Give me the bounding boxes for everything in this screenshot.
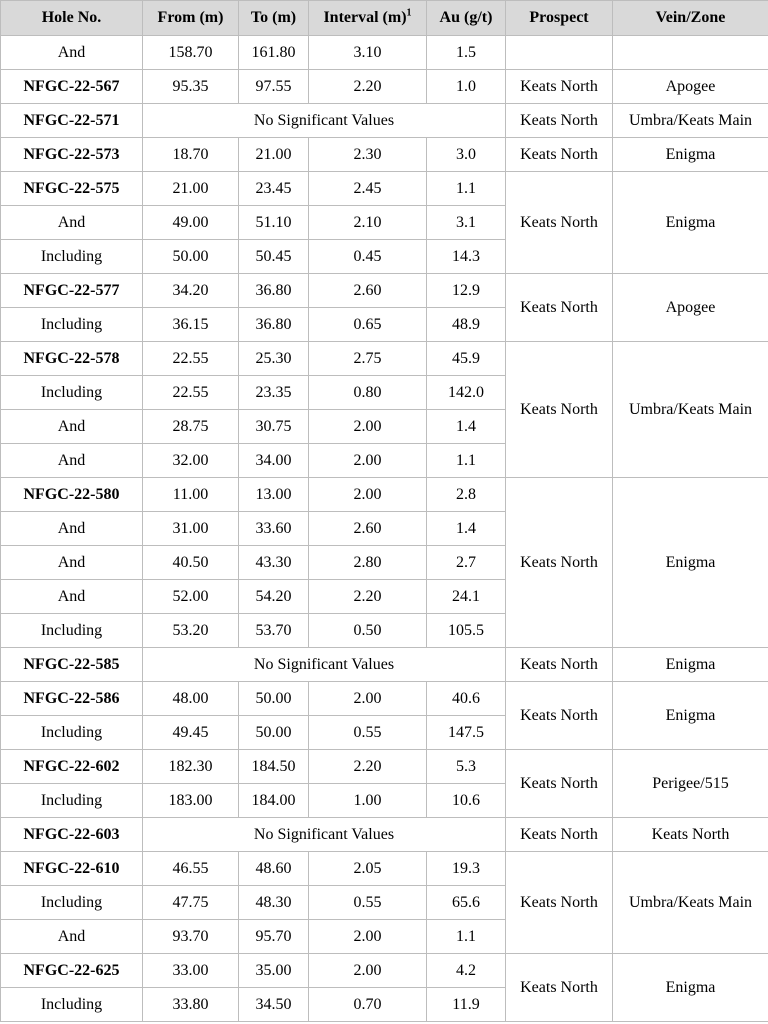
- hole-no-cell: And: [1, 546, 143, 580]
- vein-zone-cell: Keats North: [613, 818, 768, 852]
- hole-no-cell: And: [1, 206, 143, 240]
- from-cell: 183.00: [143, 784, 239, 818]
- from-cell: 50.00: [143, 240, 239, 274]
- au-cell: 1.4: [427, 512, 506, 546]
- from-cell: 34.20: [143, 274, 239, 308]
- au-cell: 1.4: [427, 410, 506, 444]
- from-cell: 21.00: [143, 172, 239, 206]
- to-cell: 184.00: [239, 784, 309, 818]
- table-row: [1, 818, 768, 852]
- to-cell: 36.80: [239, 274, 309, 308]
- interval-cell: 0.80: [309, 376, 427, 410]
- table-row: [1, 750, 768, 784]
- vein-zone-cell: Umbra/Keats Main: [613, 852, 768, 954]
- no-significant-values-cell: No Significant Values: [143, 648, 506, 682]
- interval-cell: 2.30: [309, 138, 427, 172]
- to-cell: 25.30: [239, 342, 309, 376]
- interval-cell: 2.75: [309, 342, 427, 376]
- header-interval-footnote: 1: [406, 7, 412, 19]
- interval-cell: 0.45: [309, 240, 427, 274]
- prospect-cell: Keats North: [506, 682, 613, 750]
- from-cell: 46.55: [143, 852, 239, 886]
- interval-cell: 2.00: [309, 444, 427, 478]
- interval-cell: 2.00: [309, 478, 427, 512]
- header-hole-no: Hole No.: [1, 1, 143, 36]
- to-cell: 51.10: [239, 206, 309, 240]
- interval-cell: 2.20: [309, 750, 427, 784]
- prospect-cell: Keats North: [506, 172, 613, 274]
- prospect-cell: Keats North: [506, 750, 613, 818]
- interval-cell: 0.55: [309, 716, 427, 750]
- from-cell: 95.35: [143, 70, 239, 104]
- interval-cell: 2.00: [309, 954, 427, 988]
- to-cell: 13.00: [239, 478, 309, 512]
- from-cell: 22.55: [143, 376, 239, 410]
- hole-no-cell: Including: [1, 614, 143, 648]
- interval-cell: 2.20: [309, 580, 427, 614]
- table-body: [1, 36, 768, 1022]
- from-cell: 53.20: [143, 614, 239, 648]
- to-cell: 48.60: [239, 852, 309, 886]
- hole-no-cell: Including: [1, 886, 143, 920]
- header-vein-zone: Vein/Zone: [613, 1, 768, 36]
- prospect-cell: Keats North: [506, 648, 613, 682]
- vein-zone-cell: Apogee: [613, 274, 768, 342]
- from-cell: 158.70: [143, 36, 239, 70]
- prospect-cell: Keats North: [506, 954, 613, 1022]
- hole-no-cell: NFGC-22-625: [1, 954, 143, 988]
- interval-cell: 2.80: [309, 546, 427, 580]
- table-row: [1, 342, 768, 376]
- hole-no-cell: And: [1, 580, 143, 614]
- au-cell: 1.1: [427, 920, 506, 954]
- hole-no-cell: Including: [1, 988, 143, 1022]
- table-row: [1, 172, 768, 206]
- au-cell: 1.1: [427, 172, 506, 206]
- au-cell: 19.3: [427, 852, 506, 886]
- from-cell: 93.70: [143, 920, 239, 954]
- to-cell: 95.70: [239, 920, 309, 954]
- au-cell: 40.6: [427, 682, 506, 716]
- from-cell: 11.00: [143, 478, 239, 512]
- vein-zone-cell: Perigee/515: [613, 750, 768, 818]
- au-cell: 1.5: [427, 36, 506, 70]
- from-cell: 18.70: [143, 138, 239, 172]
- hole-no-cell: And: [1, 36, 143, 70]
- hole-no-cell: And: [1, 920, 143, 954]
- au-cell: 11.9: [427, 988, 506, 1022]
- from-cell: 49.00: [143, 206, 239, 240]
- header-au: Au (g/t): [427, 1, 506, 36]
- vein-zone-cell: Enigma: [613, 172, 768, 274]
- interval-cell: 2.60: [309, 274, 427, 308]
- vein-zone-cell: Enigma: [613, 954, 768, 1022]
- interval-cell: 2.00: [309, 682, 427, 716]
- to-cell: 34.50: [239, 988, 309, 1022]
- header-prospect: Prospect: [506, 1, 613, 36]
- no-significant-values-cell: No Significant Values: [143, 104, 506, 138]
- from-cell: 33.80: [143, 988, 239, 1022]
- hole-no-cell: Including: [1, 376, 143, 410]
- interval-cell: 1.00: [309, 784, 427, 818]
- hole-no-cell: NFGC-22-603: [1, 818, 143, 852]
- table-row: [1, 478, 768, 512]
- interval-cell: 0.50: [309, 614, 427, 648]
- from-cell: 31.00: [143, 512, 239, 546]
- hole-no-cell: NFGC-22-571: [1, 104, 143, 138]
- to-cell: 36.80: [239, 308, 309, 342]
- hole-no-cell: NFGC-22-567: [1, 70, 143, 104]
- hole-no-cell: NFGC-22-573: [1, 138, 143, 172]
- hole-no-cell: NFGC-22-602: [1, 750, 143, 784]
- from-cell: 49.45: [143, 716, 239, 750]
- table-row: [1, 36, 768, 70]
- to-cell: 21.00: [239, 138, 309, 172]
- au-cell: 3.1: [427, 206, 506, 240]
- table-row: [1, 954, 768, 988]
- table-row: [1, 70, 768, 104]
- vein-zone-cell: Enigma: [613, 478, 768, 648]
- to-cell: 50.45: [239, 240, 309, 274]
- to-cell: 23.45: [239, 172, 309, 206]
- to-cell: 30.75: [239, 410, 309, 444]
- vein-zone-cell: [613, 36, 768, 70]
- prospect-cell: Keats North: [506, 70, 613, 104]
- to-cell: 161.80: [239, 36, 309, 70]
- from-cell: 28.75: [143, 410, 239, 444]
- table-row: [1, 852, 768, 886]
- to-cell: 34.00: [239, 444, 309, 478]
- interval-cell: 2.45: [309, 172, 427, 206]
- table-row: [1, 104, 768, 138]
- hole-no-cell: Including: [1, 308, 143, 342]
- interval-cell: 2.05: [309, 852, 427, 886]
- au-cell: 3.0: [427, 138, 506, 172]
- from-cell: 47.75: [143, 886, 239, 920]
- to-cell: 35.00: [239, 954, 309, 988]
- au-cell: 142.0: [427, 376, 506, 410]
- hole-no-cell: Including: [1, 240, 143, 274]
- interval-cell: 3.10: [309, 36, 427, 70]
- au-cell: 2.8: [427, 478, 506, 512]
- prospect-cell: Keats North: [506, 478, 613, 648]
- interval-cell: 2.00: [309, 410, 427, 444]
- vein-zone-cell: Enigma: [613, 138, 768, 172]
- from-cell: 36.15: [143, 308, 239, 342]
- hole-no-cell: NFGC-22-610: [1, 852, 143, 886]
- to-cell: 97.55: [239, 70, 309, 104]
- hole-no-cell: And: [1, 410, 143, 444]
- interval-cell: 0.70: [309, 988, 427, 1022]
- table-row: [1, 274, 768, 308]
- hole-no-cell: And: [1, 512, 143, 546]
- vein-zone-cell: Enigma: [613, 682, 768, 750]
- header-from: From (m): [143, 1, 239, 36]
- au-cell: 147.5: [427, 716, 506, 750]
- interval-cell: 0.65: [309, 308, 427, 342]
- prospect-cell: [506, 36, 613, 70]
- to-cell: 50.00: [239, 682, 309, 716]
- interval-cell: 2.00: [309, 920, 427, 954]
- prospect-cell: Keats North: [506, 138, 613, 172]
- to-cell: 48.30: [239, 886, 309, 920]
- table-row: [1, 648, 768, 682]
- header-to: To (m): [239, 1, 309, 36]
- hole-no-cell: NFGC-22-585: [1, 648, 143, 682]
- hole-no-cell: Including: [1, 784, 143, 818]
- au-cell: 5.3: [427, 750, 506, 784]
- header-interval: [309, 1, 427, 36]
- vein-zone-cell: Umbra/Keats Main: [613, 104, 768, 138]
- from-cell: 32.00: [143, 444, 239, 478]
- au-cell: 10.6: [427, 784, 506, 818]
- to-cell: 43.30: [239, 546, 309, 580]
- au-cell: 1.1: [427, 444, 506, 478]
- interval-cell: 2.10: [309, 206, 427, 240]
- hole-no-cell: Including: [1, 716, 143, 750]
- header-row: [1, 1, 768, 36]
- hole-no-cell: NFGC-22-586: [1, 682, 143, 716]
- prospect-cell: Keats North: [506, 852, 613, 954]
- hole-no-cell: NFGC-22-578: [1, 342, 143, 376]
- hole-no-cell: NFGC-22-577: [1, 274, 143, 308]
- from-cell: 48.00: [143, 682, 239, 716]
- au-cell: 1.0: [427, 70, 506, 104]
- no-significant-values-cell: No Significant Values: [143, 818, 506, 852]
- prospect-cell: Keats North: [506, 274, 613, 342]
- table-row: [1, 138, 768, 172]
- hole-no-cell: NFGC-22-580: [1, 478, 143, 512]
- from-cell: 52.00: [143, 580, 239, 614]
- hole-no-cell: NFGC-22-575: [1, 172, 143, 206]
- hole-no-cell: And: [1, 444, 143, 478]
- header-interval-label: Interval (m): [323, 9, 407, 26]
- prospect-cell: Keats North: [506, 818, 613, 852]
- to-cell: 184.50: [239, 750, 309, 784]
- au-cell: 105.5: [427, 614, 506, 648]
- prospect-cell: Keats North: [506, 342, 613, 478]
- au-cell: 24.1: [427, 580, 506, 614]
- au-cell: 65.6: [427, 886, 506, 920]
- vein-zone-cell: Apogee: [613, 70, 768, 104]
- from-cell: 40.50: [143, 546, 239, 580]
- table-row: [1, 682, 768, 716]
- from-cell: 22.55: [143, 342, 239, 376]
- prospect-cell: Keats North: [506, 104, 613, 138]
- interval-cell: 2.20: [309, 70, 427, 104]
- to-cell: 50.00: [239, 716, 309, 750]
- interval-cell: 2.60: [309, 512, 427, 546]
- au-cell: 14.3: [427, 240, 506, 274]
- au-cell: 48.9: [427, 308, 506, 342]
- au-cell: 12.9: [427, 274, 506, 308]
- to-cell: 53.70: [239, 614, 309, 648]
- from-cell: 182.30: [143, 750, 239, 784]
- vein-zone-cell: Umbra/Keats Main: [613, 342, 768, 478]
- to-cell: 54.20: [239, 580, 309, 614]
- au-cell: 4.2: [427, 954, 506, 988]
- vein-zone-cell: Enigma: [613, 648, 768, 682]
- interval-cell: 0.55: [309, 886, 427, 920]
- from-cell: 33.00: [143, 954, 239, 988]
- to-cell: 23.35: [239, 376, 309, 410]
- to-cell: 33.60: [239, 512, 309, 546]
- au-cell: 2.7: [427, 546, 506, 580]
- au-cell: 45.9: [427, 342, 506, 376]
